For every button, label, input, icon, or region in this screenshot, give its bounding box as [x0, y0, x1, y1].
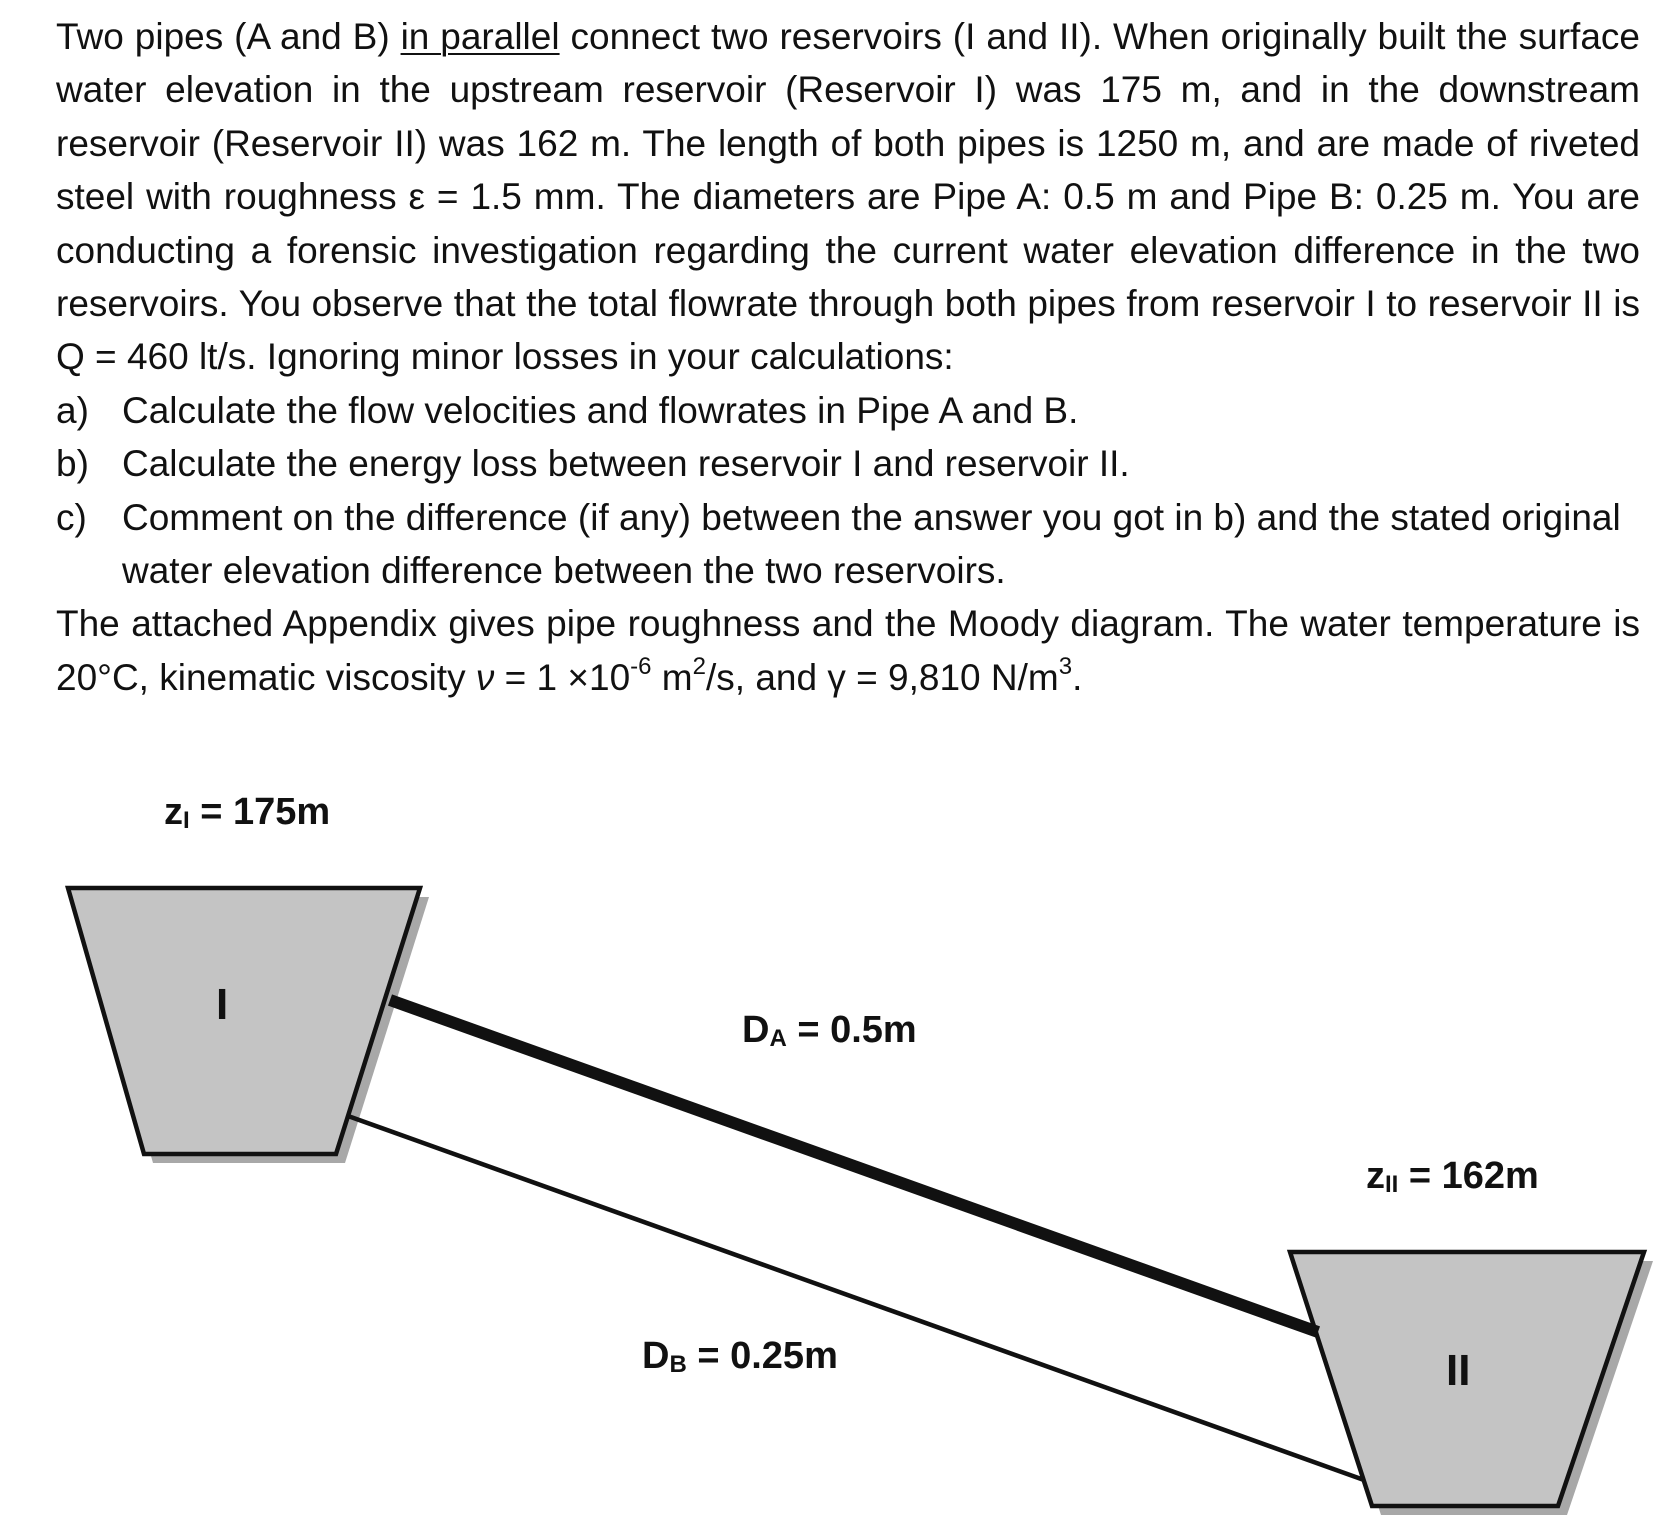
pipe-a-prefix: D	[742, 1009, 770, 1051]
diagram-drawing	[0, 760, 1680, 1520]
question-letter: c)	[56, 496, 87, 538]
nu-value: = 1 ×10	[494, 656, 631, 698]
question-letter: a)	[56, 389, 89, 431]
z1-label	[164, 790, 330, 843]
gamma-text: /s, and γ = 9,810 N/m	[705, 656, 1059, 698]
pipe-b-sub: B	[669, 1351, 687, 1378]
appendix-text: The attached Appendix gives pipe roughness and the Moody diagram. The water temperature is 20°C, kinematic viscosity	[56, 603, 1640, 698]
appendix-paragraph	[56, 597, 1640, 704]
pipe-a-label	[742, 1008, 917, 1061]
z2-sub: II	[1385, 1171, 1399, 1198]
question-item	[56, 437, 1640, 490]
question-text: Comment on the difference (if any) between the answer you got in b) and the stated original water elevation difference between the two reservoirs.	[122, 496, 1621, 592]
question-letter: b)	[56, 443, 89, 485]
sentence-end: .	[1072, 656, 1083, 698]
z1-sub: I	[183, 807, 190, 834]
pipe-diagram	[0, 760, 1680, 1520]
z1-prefix: z	[164, 791, 183, 833]
question-item	[56, 384, 1640, 437]
intro-paragraph	[56, 10, 1640, 384]
pipe-b-label	[642, 1334, 838, 1387]
z2-prefix: z	[1366, 1155, 1385, 1197]
nu-symbol: ν	[475, 656, 495, 698]
nu-unit-exponent: 2	[692, 652, 706, 680]
z2-value: = 162m	[1398, 1155, 1539, 1197]
pipe-b-value: = 0.25m	[686, 1335, 838, 1377]
question-text: Calculate the flow velocities and flowrates in Pipe A and B.	[122, 389, 1079, 431]
in-parallel-underlined: in parallel	[400, 16, 560, 57]
question-text: Calculate the energy loss between reservoir I and reservoir II.	[122, 443, 1130, 485]
pipe-a-sub: A	[769, 1025, 787, 1052]
nu-exponent: -6	[630, 652, 652, 680]
reservoir-2-label: II	[1446, 1346, 1471, 1395]
intro-text-rest: connect two reservoirs (I and II). When originally built the surface water elevation in the upstream reservoir (Reservoir I) was 175 m, and in the downstream reservoir (Reservoir II) was 162 m. The length of both pipes is 1250 m, and are made of riveted steel with roughness ε = 1.5 mm. The diameters are Pipe A: 0.5 m and Pipe B: 0.25 m. You are conducting a forensic investigation regarding the current water elevation difference in the two reservoirs. You observe that the total flowrate through both pipes from reservoir I to reservoir II is Q = 460 lt/s. Ignoring minor losses in your calculations:	[56, 16, 1640, 378]
pipe-a-value: = 0.5m	[786, 1009, 917, 1051]
z2-label	[1366, 1154, 1539, 1207]
nu-unit: m	[651, 656, 693, 698]
z1-value: = 175m	[189, 791, 331, 833]
reservoir-1-label: I	[216, 980, 229, 1029]
reservoir-1-shape	[68, 888, 420, 1154]
pipe-b-prefix: D	[642, 1335, 670, 1377]
question-list	[56, 384, 1640, 598]
question-item	[56, 491, 1640, 598]
gamma-exponent: 3	[1058, 652, 1073, 680]
intro-text-start: Two pipes (A and B)	[56, 16, 401, 57]
problem-statement	[56, 10, 1640, 704]
